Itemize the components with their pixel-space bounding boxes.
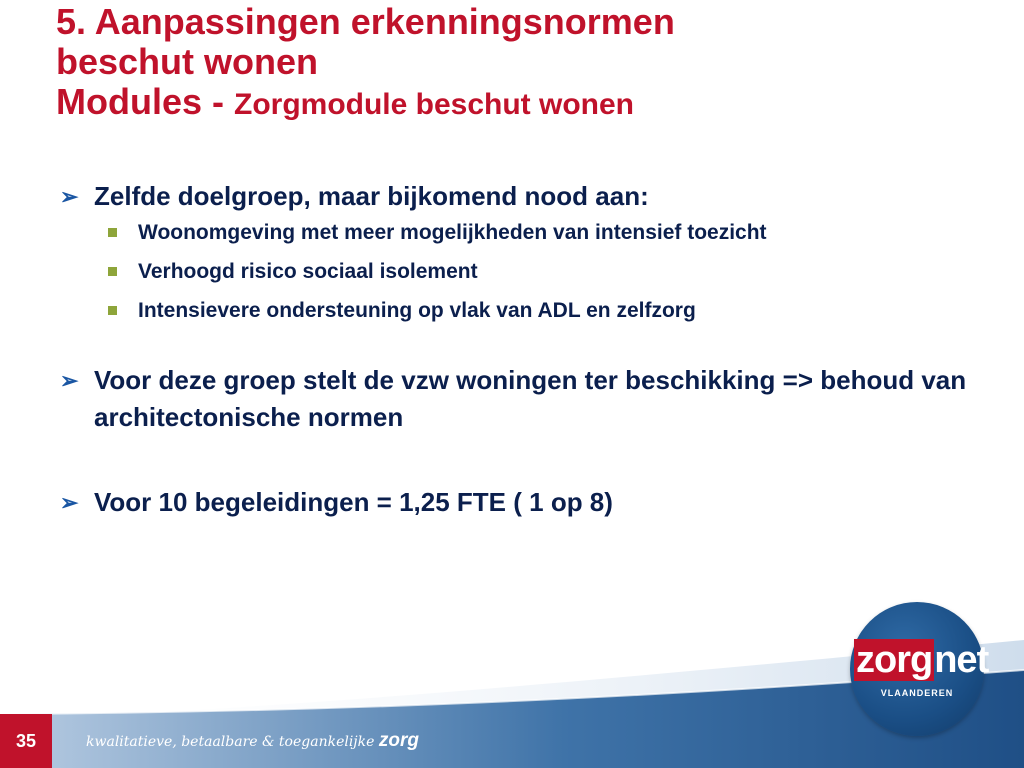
logo-word-net: net xyxy=(934,639,989,681)
bullet-1-sublist xyxy=(56,219,986,324)
tagline-strong: zorg xyxy=(378,730,419,751)
arrow-bullet-icon: ➢ xyxy=(60,490,79,515)
logo-wordmark xyxy=(854,639,989,681)
zorgnet-logo xyxy=(850,602,989,736)
square-bullet-icon xyxy=(108,267,117,276)
square-bullet-icon xyxy=(108,228,117,237)
sub-bullet-1 xyxy=(56,219,986,246)
arrow-bullet-icon: ➢ xyxy=(60,368,79,393)
title-line-3 xyxy=(56,82,996,125)
page-number: 35 xyxy=(0,714,52,768)
footer-tagline xyxy=(86,730,419,752)
arrow-bullet-icon: ➢ xyxy=(60,184,79,209)
slide-body xyxy=(56,178,986,521)
bullet-1-text: Zelfde doelgroep, maar bijkomend nood aan: xyxy=(94,181,649,211)
logo-subtitle: VLAANDEREN xyxy=(880,688,954,698)
title-line-2: beschut wonen xyxy=(56,41,319,82)
sub-bullet-2-text: Verhoogd risico sociaal isolement xyxy=(138,260,478,283)
sub-bullet-3-text: Intensievere ondersteuning op vlak van ADL en zelfzorg xyxy=(138,299,696,322)
square-bullet-icon xyxy=(108,306,117,315)
sub-bullet-1-text: Woonomgeving met meer mogelijkheden van intensief toezicht xyxy=(138,221,767,244)
bullet-3-text: Voor 10 begeleidingen = 1,25 FTE ( 1 op 8) xyxy=(94,487,613,517)
logo-word-zorg: zorg xyxy=(856,639,933,681)
bullet-2 xyxy=(56,362,986,436)
sub-bullet-3 xyxy=(56,297,986,324)
sub-bullet-2 xyxy=(56,258,986,285)
bullet-3 xyxy=(56,484,986,521)
title-line-3-main: Modules - xyxy=(56,81,234,122)
title-line-3-sub: Zorgmodule beschut wonen xyxy=(234,88,635,121)
bullet-1 xyxy=(56,178,986,324)
slide-title xyxy=(56,2,996,125)
tagline-text: kwalitatieve, betaalbare & toegankelijke xyxy=(86,734,379,750)
bullet-2-text: Voor deze groep stelt de vzw woningen ter beschikking => behoud van architectonische normen xyxy=(94,365,967,432)
title-line-1: 5. Aanpassingen erkenningsnormen xyxy=(56,1,675,42)
